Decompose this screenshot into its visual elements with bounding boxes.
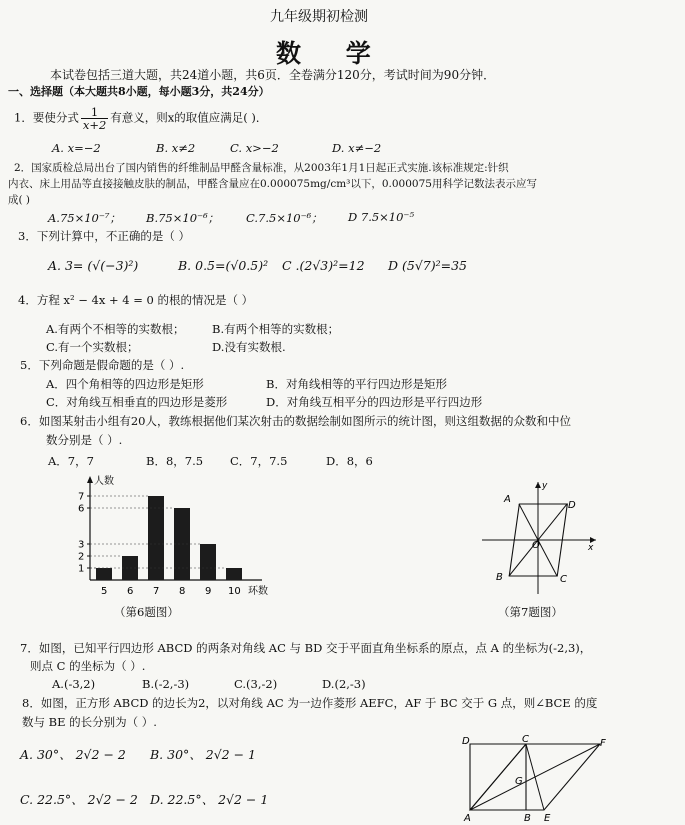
question-2-line3: 成( ) <box>8 194 31 206</box>
q4-option-c: C.有一个实数根； <box>46 340 139 354</box>
chart-x-tick-label: 10 <box>228 586 241 597</box>
fig8-label-e: E <box>544 813 551 822</box>
q7-option-d: D.(2,-3) <box>322 677 366 691</box>
q5-option-c: C．对角线互相垂直的四边形是菱形 <box>46 395 228 409</box>
chart-y-tick-label: 7 <box>78 491 85 503</box>
q8-option-a: A. 30°、 2√2 − 2 <box>20 747 126 762</box>
fig7-label-c: C <box>560 574 567 585</box>
q7-option-b: B.(-2,-3) <box>142 677 190 691</box>
q1-option-b: B. x≠2 <box>156 141 196 155</box>
q1-fraction <box>81 106 108 131</box>
subject-title: 数 学 <box>276 39 389 68</box>
q3-option-a: A. 3= (√(−3)²) <box>48 258 139 273</box>
q2-option-b: B.75×10⁻⁶； <box>146 211 220 225</box>
fig8-label-c: C <box>522 734 529 745</box>
section-heading: 一、选择题（本大题共8小题，每小题3分，共24分） <box>8 85 270 98</box>
question-8-line2: 数与 BE 的长分别为（ ）. <box>22 715 157 729</box>
q8-option-c: C. 22.5°、 2√2 − 2 <box>20 792 138 807</box>
question-8-line1: 8．如图，正方形 ABCD 的边长为2，以对角线 AC 为一边作菱形 AEFC，AF 于 BC 交于 G 点，则∠BCE 的度 <box>22 696 598 710</box>
chart-bar-9 <box>200 544 216 580</box>
fig7-label-d: D <box>568 500 576 511</box>
q7-option-c: C.(3,-2) <box>234 677 278 691</box>
question-7-line2: 则点 C 的坐标为（ ）. <box>30 659 146 673</box>
chart-x-tick-label: 6 <box>127 586 134 597</box>
fig7-label-a: A <box>504 494 511 505</box>
question-3-stem: 3．下列计算中，不正确的是（ ） <box>18 229 190 243</box>
q8-option-b: B. 30°、 2√2 − 1 <box>150 747 257 762</box>
q6-option-a: A．7，7 <box>48 454 94 468</box>
fig7-label-o: O <box>532 540 540 551</box>
figure-7-diagram <box>480 478 600 598</box>
question-2-line1: 2．国家质检总局出台了国内销售的纤维制品甲醛含量标准，从2003年1月1日起正式实施.该标准规定:针织 <box>14 162 509 174</box>
chart-bar-10 <box>226 568 242 580</box>
fig8-label-g: G <box>515 776 523 787</box>
chart-x-tick-label: 7 <box>153 586 160 597</box>
fig7-label-b: B <box>496 572 503 583</box>
q1-option-d: D. x≠−2 <box>332 141 382 155</box>
fig7-label-y: y <box>542 481 548 491</box>
q2-option-d: D 7.5×10⁻⁵ <box>348 210 415 224</box>
chart-y-arrow <box>87 476 93 483</box>
q5-option-b: B．对角线相等的平行四边形是矩形 <box>266 377 447 391</box>
exam-title: 九年级期初检测 <box>270 9 368 25</box>
q3-option-d: D (5√7)²=35 <box>388 258 468 273</box>
question-1-stem <box>14 106 267 131</box>
q6-option-b: B．8，7.5 <box>146 454 204 468</box>
chart-y-tick-label: 6 <box>78 503 85 515</box>
chart-x-label: 环数 <box>248 586 268 597</box>
q4-option-d: D.没有实数根. <box>212 340 286 354</box>
chart-y-tick-label: 3 <box>78 539 85 551</box>
q1-denominator: x+2 <box>82 118 107 133</box>
question-7-line1: 7．如图，已知平行四边形 ABCD 的两条对角线 AC 与 BD 交于平面直角坐标系的原点，点 A 的坐标为(-2,3)， <box>20 641 592 655</box>
question-6-line1: 6．如图某射击小组有20人，教练根据他们某次射击的数据绘制如图所示的统计图，则这组数据的众数和中位 <box>20 414 571 428</box>
q5-option-d: D．对角线互相平分的四边形是平行四边形 <box>266 395 483 409</box>
chart-x-tick-label: 8 <box>179 586 186 597</box>
fig8-label-a: A <box>464 813 471 822</box>
chart-x-tick-label: 5 <box>101 586 108 597</box>
figure-6-bar-chart <box>70 474 270 602</box>
q4-option-a: A.有两个不相等的实数根； <box>46 322 185 336</box>
chart-y-tick-label: 1 <box>78 563 85 575</box>
chart-y-tick-label: 2 <box>78 551 85 563</box>
question-2-line2: 内衣、床上用品等直接接触皮肤的制品，甲醛含量应在0.000075mg/cm³以下，0.000075用科学记数法表示应写 <box>8 178 537 190</box>
q2-option-c: C.7.5×10⁻⁶； <box>246 211 323 225</box>
q3-option-c: C .(2√3)²=12 <box>282 258 365 273</box>
q1-option-c: C. x>−2 <box>230 141 279 155</box>
chart-bar-7 <box>148 496 164 580</box>
q1-stem-part-a: 1．要使分式 <box>14 110 79 125</box>
figure-7-caption: （第7题图） <box>498 605 563 619</box>
q6-option-d: D．8，6 <box>326 454 373 468</box>
figure-8-diagram <box>460 734 610 822</box>
question-4-stem: 4．方程 x² − 4x + 4 = 0 的根的情况是（ ） <box>18 293 254 307</box>
q2-option-a: A.75×10⁻⁷； <box>48 211 122 225</box>
figure-6-caption: （第6题图） <box>114 605 179 619</box>
chart-x-tick-label: 9 <box>205 586 212 597</box>
fig7-y-arrow <box>535 482 541 488</box>
fig8-segment-ce <box>526 744 544 810</box>
q1-stem-part-b: 有意义，则x的取值应满足( )． <box>110 110 268 125</box>
q4-option-b: B.有两个相等的实数根； <box>212 322 340 336</box>
fig8-label-f: F <box>600 738 606 749</box>
q8-option-d: D. 22.5°、 2√2 − 1 <box>150 792 269 807</box>
fig8-label-b: B <box>524 813 531 822</box>
q6-option-c: C．7，7.5 <box>230 454 288 468</box>
question-6-line2: 数分别是（ ）. <box>46 433 123 447</box>
chart-y-label: 人数 <box>94 476 114 487</box>
chart-bar-5 <box>96 568 112 580</box>
q1-numerator: 1 <box>81 106 108 119</box>
question-5-stem: 5．下列命题是假命题的是（ ）. <box>20 358 185 372</box>
exam-intro: 本试卷包括三道大题，共24道小题，共6页．全卷满分120分，考试时间为90分钟． <box>50 68 496 82</box>
fig8-label-d: D <box>462 736 470 747</box>
fig7-label-x: x <box>588 543 594 553</box>
q7-option-a: A.(-3,2) <box>52 677 96 691</box>
q1-option-a: A. x=−2 <box>52 141 101 155</box>
q5-option-a: A．四个角相等的四边形是矩形 <box>46 377 204 391</box>
q3-option-b: B. 0.5=(√0.5)² <box>178 258 269 273</box>
